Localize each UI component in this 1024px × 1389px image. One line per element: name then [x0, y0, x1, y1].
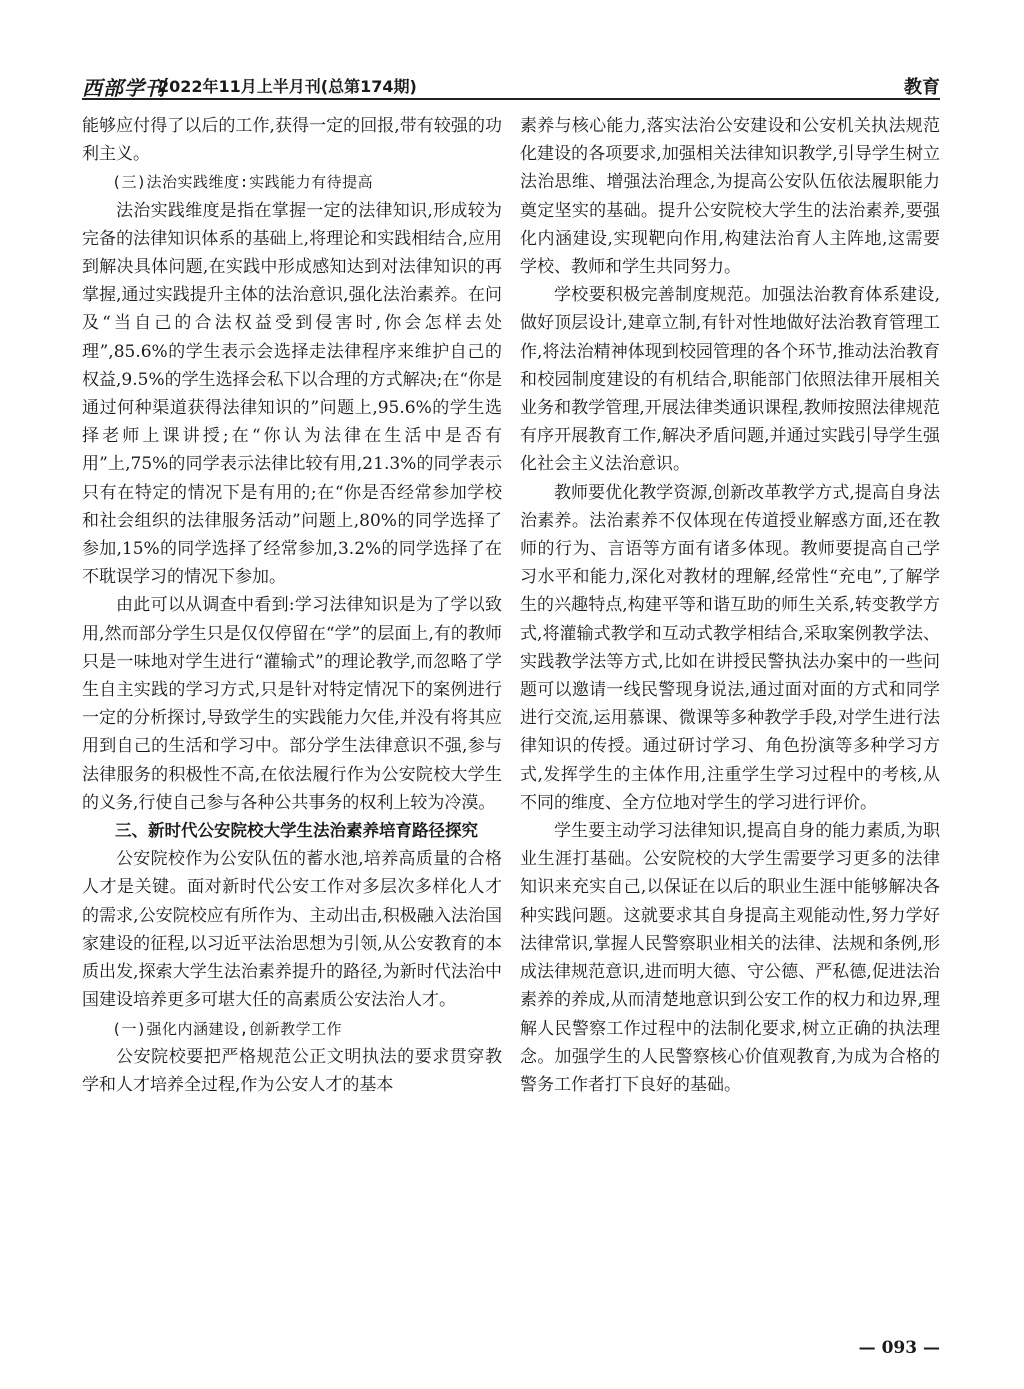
body-paragraph: 学校要积极完善制度规范。加强法治教育体系建设,做好顶层设计,建章立制,有针对性地做好法治教育管理工作,将法治精神体现到校园管理的各个环节,推动法治教育和校园制度建设的有机结合,职能部门依照法律开展相关业务和教学管理,开展法律类通识课程,教师按照法律规范有序开展教育工作,解决矛盾问题,并通过实践引导学生强化社会主义法治意识。	[520, 285, 940, 475]
section-heading: 三、新时代公安院校大学生法治素养培育路径探究	[115, 821, 478, 841]
issue-info: 2022年11月上半月刊(总第174期)	[158, 77, 417, 96]
body-paragraph: 公安院校作为公安队伍的蓄水池,培养高质量的合格人才是关键。面对新时代公安工作对多层次多样化人才的需求,公安院校应有所作为、主动出击,积极融入法治国家建设的征程,以习近平法治思想为引领,从公安教育的本质出发,探索大学生法治素养提升的路径,为新时代法治中国建设培养更多可堪大任的高素质公安法治人才。	[82, 849, 502, 1011]
body-paragraph: 教师要优化教学资源,创新改革教学方式,提高自身法治素养。法治素养不仅体现在传道授业解惑方面,还在教师的行为、言语等方面有诸多体现。教师要提高自己学习水平和能力,深化对教材的理解,经常性“充电”,了解学生的兴趣特点,构建平等和谐互助的师生关系,转变教学方式,将灌输式教学和互动式教学相结合,采取案例教学法、实践教学法等方式,比如在讲授民警执法办案中的一些问题可以邀请一线民警现身说法,通过面对面的方式和同学进行交流,运用慕课、微课等多种教学手段,对学生进行法律知识的传授。通过研讨学习、角色扮演等多种学习方式,发挥学生的主体作用,注重学生学习过程中的考核,从不同的维度、全方位地对学生的学习进行评价。	[520, 482, 940, 813]
subsection-heading: (三)法治实践维度:实践能力有待提高	[112, 173, 374, 192]
body-paragraph: 能够应付得了以后的工作,获得一定的回报,带有较强的功利主义。	[82, 116, 502, 165]
body-paragraph: 素养与核心能力,落实法治公安建设和公安机关执法规范化建设的各项要求,加强相关法律知识教学,引导学生树立法治思维、增强法治理念,为提高公安队伍依法履职能力奠定坚实的基础。提升公安院校大学生的法治素养,要强化内涵建设,实现靶向作用,构建法治育人主阵地,这需要学校、教师和学生共同努力。	[520, 116, 940, 278]
body-paragraph: 由此可以从调查中看到:学习法律知识是为了学以致用,然而部分学生只是仅仅停留在“学”的层面上,有的教师只是一味地对学生进行“灌输式”的理论教学,而忽略了学生自主实践的学习方式,只是针对特定情况下的案例进行一定的分析探讨,导致学生的实践能力欠佳,并没有将其应用到自己的生活和学习中。部分学生法律意识不强,参与法律服务的积极性不高,在依法履行作为公安院校大学生的义务,行使自己参与各种公共事务的权利上较为冷漠。	[82, 595, 502, 813]
section-tag: 教育	[904, 77, 940, 98]
left-column	[82, 112, 502, 1099]
journal-logo: 西部学刊	[82, 76, 166, 100]
body-paragraph: 学生要主动学习法律知识,提高自身的能力素质,为职业生涯打基础。公安院校的大学生需要学习更多的法律知识来充实自己,以保证在以后的职业生涯中能够解决各种实践问题。这就要求其自身提高主观能动性,努力学好法律常识,掌握人民警察职业相关的法律、法规和条例,形成法律规范意识,进而明大德、守公德、严私德,促进法治素养的养成,从而清楚地意识到公安工作的权力和边界,理解人民警察工作过程中的法制化要求,树立正确的执法理念。加强学生的人民警察核心价值观教育,为成为合格的警务工作者打下良好的基础。	[520, 821, 940, 1095]
body-paragraph: 法治实践维度是指在掌握一定的法律知识,形成较为完备的法律知识体系的基础上,将理论和实践相结合,应用到解决具体问题,在实践中形成感知达到对法律知识的再掌握,通过实践提升主体的法治意识,强化法治素养。在问及“当自己的合法权益受到侵害时,你会怎样去处理”,85.6%的学生表示会选择走法律程序来维护自己的权益,9.5%的学生选择会私下以合理的方式解决;在“你是通过何种渠道获得法律知识的”问题上,95.6%的学生选择老师上课讲授;在“你认为法律在生活中是否有用”上,75%的同学表示法律比较有用,21.3%的同学表示只有在特定的情况下是有用的;在“你是否经常参加学校和社会组织的法律服务活动”问题上,80%的同学选择了参加,15%的同学选择了经常参加,3.2%的同学选择了在不耽误学习的情况下参加。	[82, 200, 503, 588]
right-column	[520, 112, 940, 1099]
page-header	[82, 72, 940, 100]
body-paragraph: 公安院校要把严格规范公正文明执法的要求贯穿教学和人才培养全过程,作为公安人才的基本	[82, 1046, 502, 1095]
subsection-heading: (一)强化内涵建设,创新教学工作	[112, 1019, 343, 1038]
page-number: — 093 —	[858, 1338, 940, 1358]
